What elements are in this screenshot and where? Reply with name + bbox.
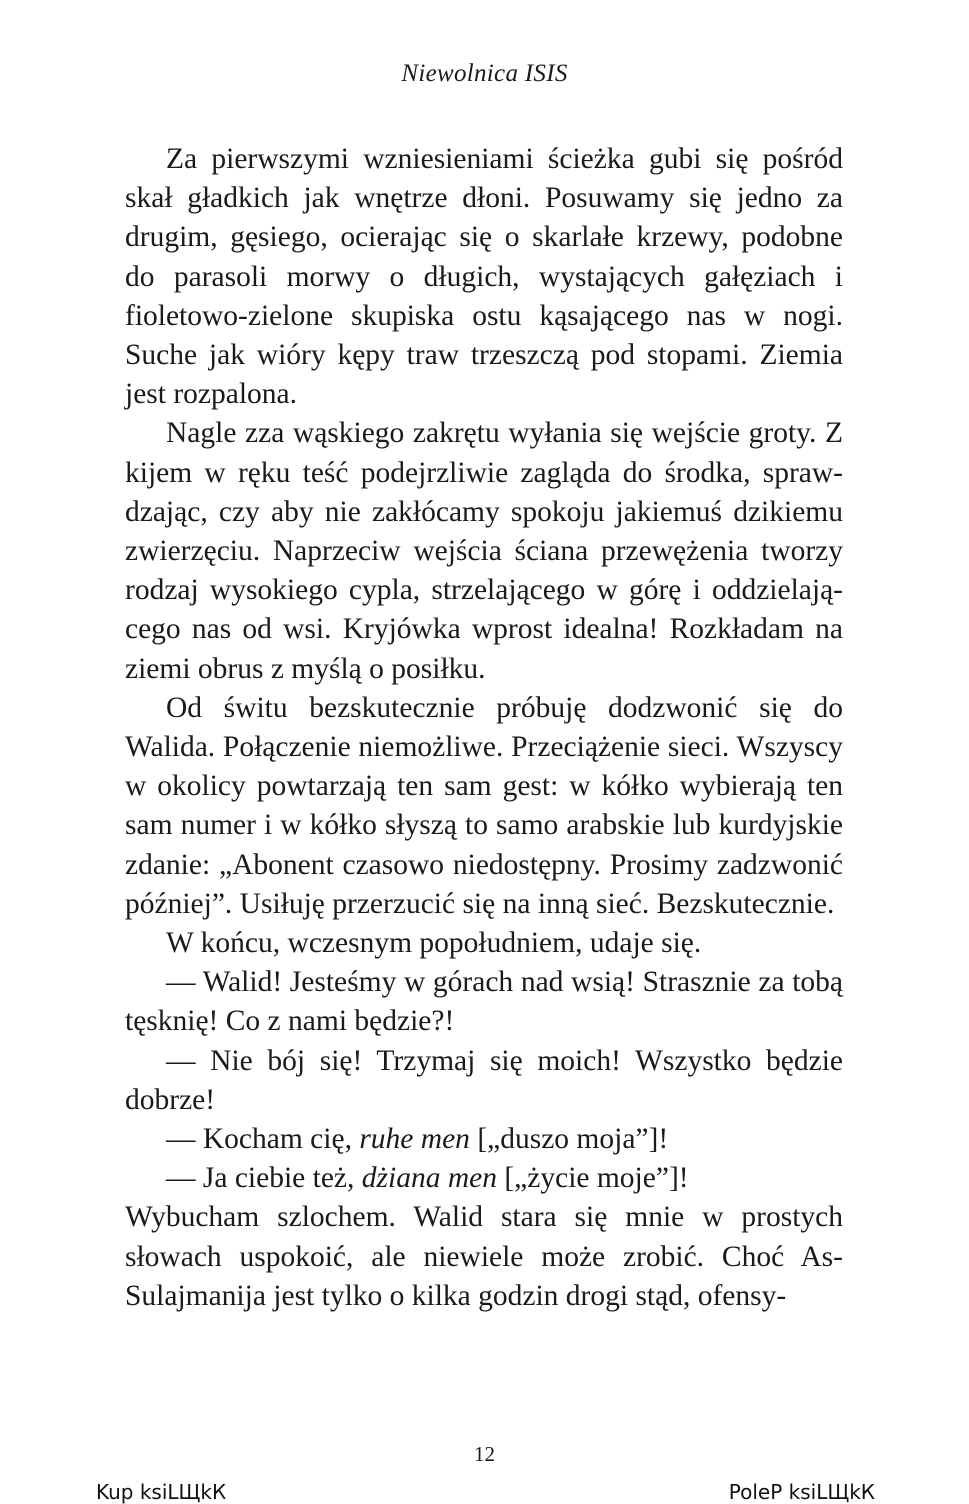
italic-phrase: ruhe men [359,1123,470,1156]
text-run: Za pierwszymi wzniesieniami ścieżka gubi się pośród skał gładkich jak wnętrze dłoni. Posuwamy się jedno za drugim, gęsiego, ocierając się o skarlałe krzewy, podobne do parasoli morwy o długich, wystających gałęziach i fioletowo-zielone skupiska ostu kąsającego nas w nogi. Suche jak wióry kępy traw trzeszczą pod stopami. Ziemia jest rozpalona. [125,143,843,411]
buy-book-link[interactable]: Kup ksiLЩkК [96,1480,227,1504]
recommend-book-link[interactable]: PoleР ksiLЩkК [728,1480,875,1504]
text-run: Od świtu bezskutecznie próbuję dodzwonić się do Walida. Połączenie niemożliwe. Przeciążenie sieci. Wszyscy w okolicy powtarzają ten sam gest: w kółko wybierają ten sam numer i w kółko słyszą to samo arabskie lub kurdyjskie zdanie: „Abonent czasowo niedostępny. Prosimy zadzwonić później”. Usiłuję przerzucić się na inną sieć. Bezskutecznie. [125,691,843,920]
paragraph [125,1159,843,1198]
text-run: Wybucham szlochem. Walid stara się mnie w prostych słowach uspokoić, ale niewiele może zrobić. Choć As-Sulajmanija jest tylko o kilka godzin drogi stąd, ofensy- [125,1201,843,1312]
paragraph [125,1198,843,1316]
paragraph [125,140,843,414]
text-run: — Walid! Jesteśmy w górach nad wsią! Strasznie za tobą tęsknię! Co z nami będzie?! [125,966,843,1038]
body-text [125,140,843,1316]
paragraph [125,689,843,924]
italic-phrase: dżiana men [361,1162,497,1195]
paragraph [125,963,843,1041]
paragraph [125,924,843,963]
page-number: 12 [474,1442,495,1466]
text-run: — Ja ciebie też, [166,1162,362,1195]
text-run: Nagle zza wąskiego zakrętu wyłania się wejście groty. Z kijem w ręku teść podejrzliwie zagląda do środka, sprawdzając, czy aby nie zakłócamy spokoju jakiemuś dzikiemu zwierzęciu. Naprzeciw wejścia ściana przewężenia tworzy rodzaj wysokiego cypla, strzelającego w górę i oddzielającego nas od wsi. Kryjówka wprost idealna! Rozkładam na ziemi obrus z myślą o posiłku. [125,417,843,685]
text-run: W końcu, wczesnym popołudniem, udaje się. [166,927,702,960]
running-head-title: Niewolnica ISIS [401,60,568,87]
text-run: — Kocham cię, [166,1123,360,1156]
paragraph [125,1042,843,1120]
paragraph [125,414,843,688]
text-run: — Nie bój się! Trzymaj się moich! Wszystko będzie dobrze! [125,1044,843,1116]
paragraph [125,1120,843,1159]
text-run: [„duszo moja”]! [469,1123,669,1156]
text-run: [„życie moje”]! [496,1162,689,1195]
